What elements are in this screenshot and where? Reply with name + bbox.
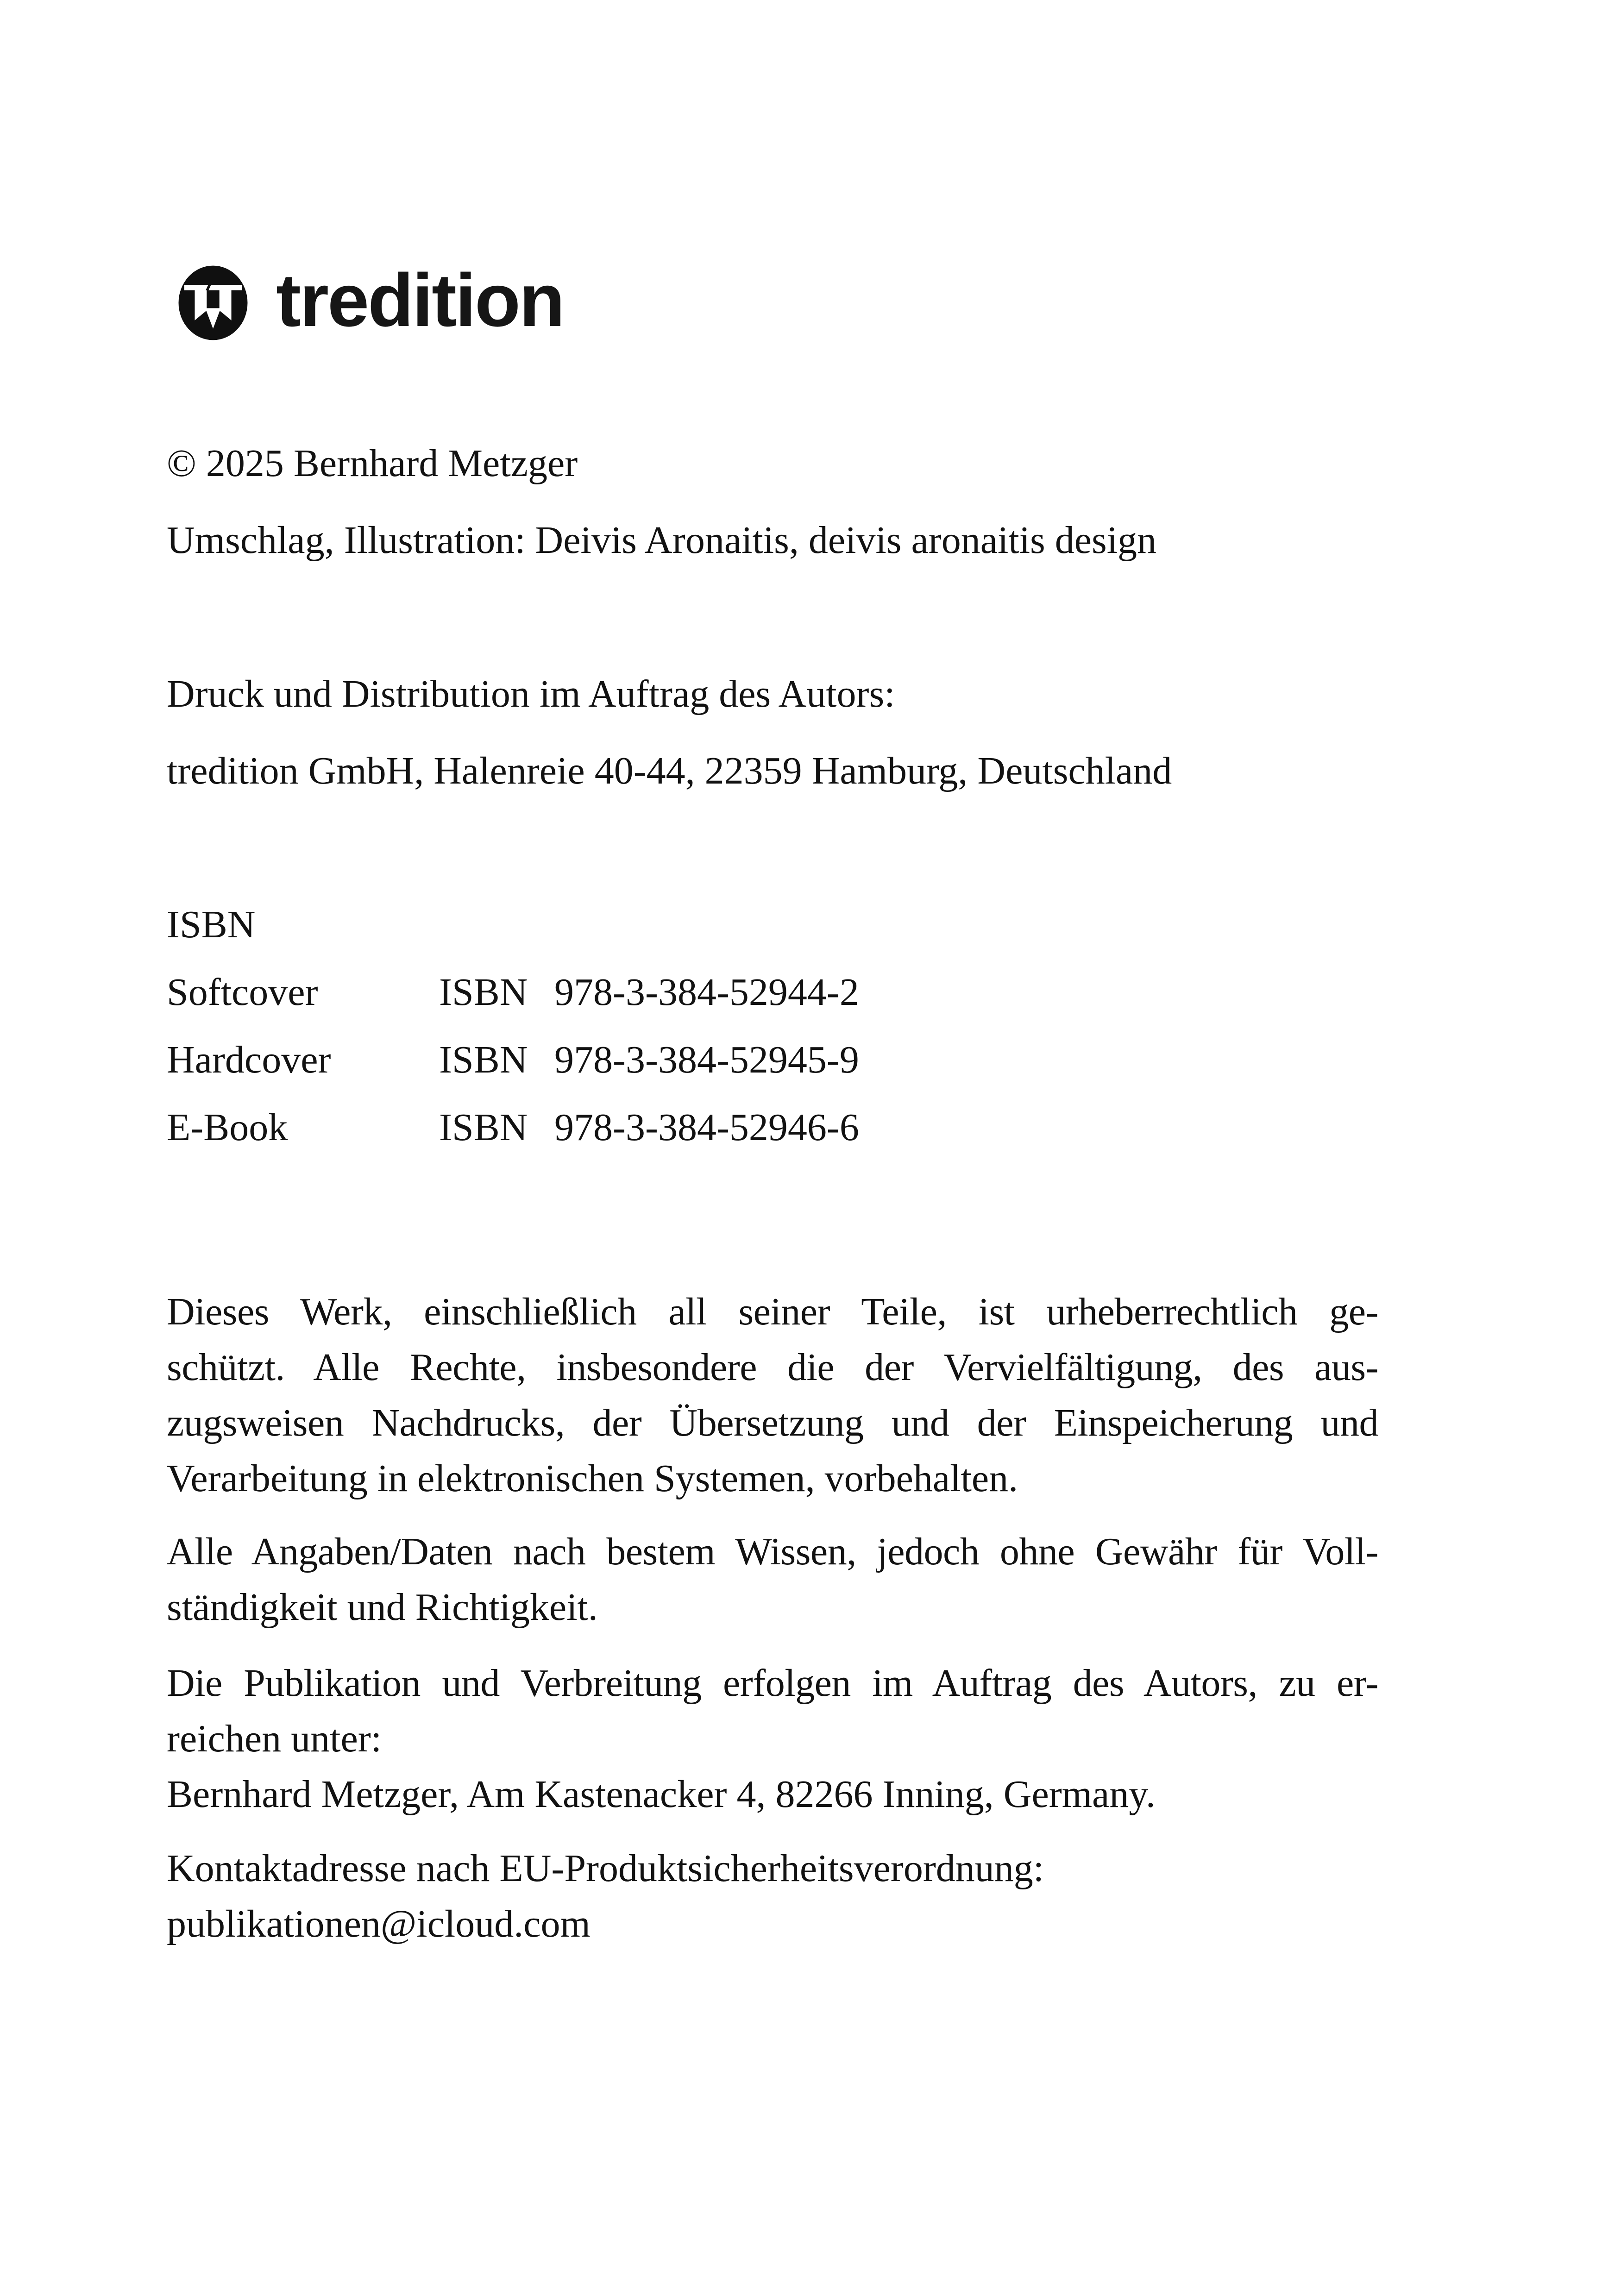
isbn-format-label: E-Book (167, 1106, 288, 1149)
rights-line: Dieses Werk, einschließlich all seiner Teile, ist urheberrechtlich ge- (167, 1290, 1378, 1333)
accuracy-line: Alle Angaben/Daten nach bestem Wissen, jedoch ohne Gewähr für Voll- (167, 1530, 1378, 1573)
isbn-heading: ISBN (167, 903, 256, 946)
isbn-number: 978-3-384-52944-2 (554, 971, 859, 1014)
rights-line: Verarbeitung in elektronischen Systemen, vorbehalten. (167, 1457, 1018, 1500)
distribution-line: reichen unter: (167, 1717, 382, 1760)
copyright-line: © 2025 Bernhard Metzger (167, 442, 578, 485)
illustration-credit-line: Umschlag, Illustration: Deivis Aronaitis, deivis aronaitis design (167, 519, 1157, 562)
contact-email: publikationen@icloud.com (167, 1902, 591, 1945)
isbn-label: ISBN (439, 971, 528, 1014)
contact-regulation-line: Kontaktadresse nach EU-Produktsicherheitsverordnung: (167, 1847, 1044, 1890)
print-distribution-line: Druck und Distribution im Auftrag des Autors: (167, 672, 895, 715)
rights-paragraph (167, 1284, 1378, 1506)
accuracy-paragraph (167, 1524, 1378, 1635)
author-address-line: Bernhard Metzger, Am Kastenacker 4, 82266 Inning, Germany. (167, 1773, 1156, 1816)
isbn-row-softcover (167, 965, 1378, 1020)
isbn-label: ISBN (439, 1106, 528, 1149)
rights-line: schützt. Alle Rechte, insbesondere die der Vervielfältigung, des aus- (167, 1346, 1378, 1389)
distribution-paragraph (167, 1656, 1378, 1822)
accuracy-line: ständigkeit und Richtigkeit. (167, 1586, 598, 1629)
tredition-book-icon (178, 265, 248, 341)
isbn-number: 978-3-384-52946-6 (554, 1106, 859, 1149)
isbn-row-ebook (167, 1100, 1378, 1155)
isbn-number: 978-3-384-52945-9 (554, 1038, 859, 1081)
distribution-line: Die Publikation und Verbreitung erfolgen im Auftrag des Autors, zu er- (167, 1662, 1378, 1705)
tredition-logo (178, 258, 1378, 342)
tredition-wordmark: tredition (276, 258, 564, 342)
isbn-row-hardcover (167, 1032, 1378, 1088)
isbn-format-label: Hardcover (167, 1038, 331, 1081)
rights-line: zugsweisen Nachdrucks, der Übersetzung und der Einspeicherung und (167, 1401, 1378, 1444)
contact-paragraph (167, 1841, 1378, 1952)
isbn-label: ISBN (439, 1038, 528, 1081)
isbn-format-label: Softcover (167, 971, 318, 1014)
publisher-address-line: tredition GmbH, Halenreie 40-44, 22359 Hamburg, Deutschland (167, 749, 1172, 792)
imprint-page (167, 258, 1378, 1952)
